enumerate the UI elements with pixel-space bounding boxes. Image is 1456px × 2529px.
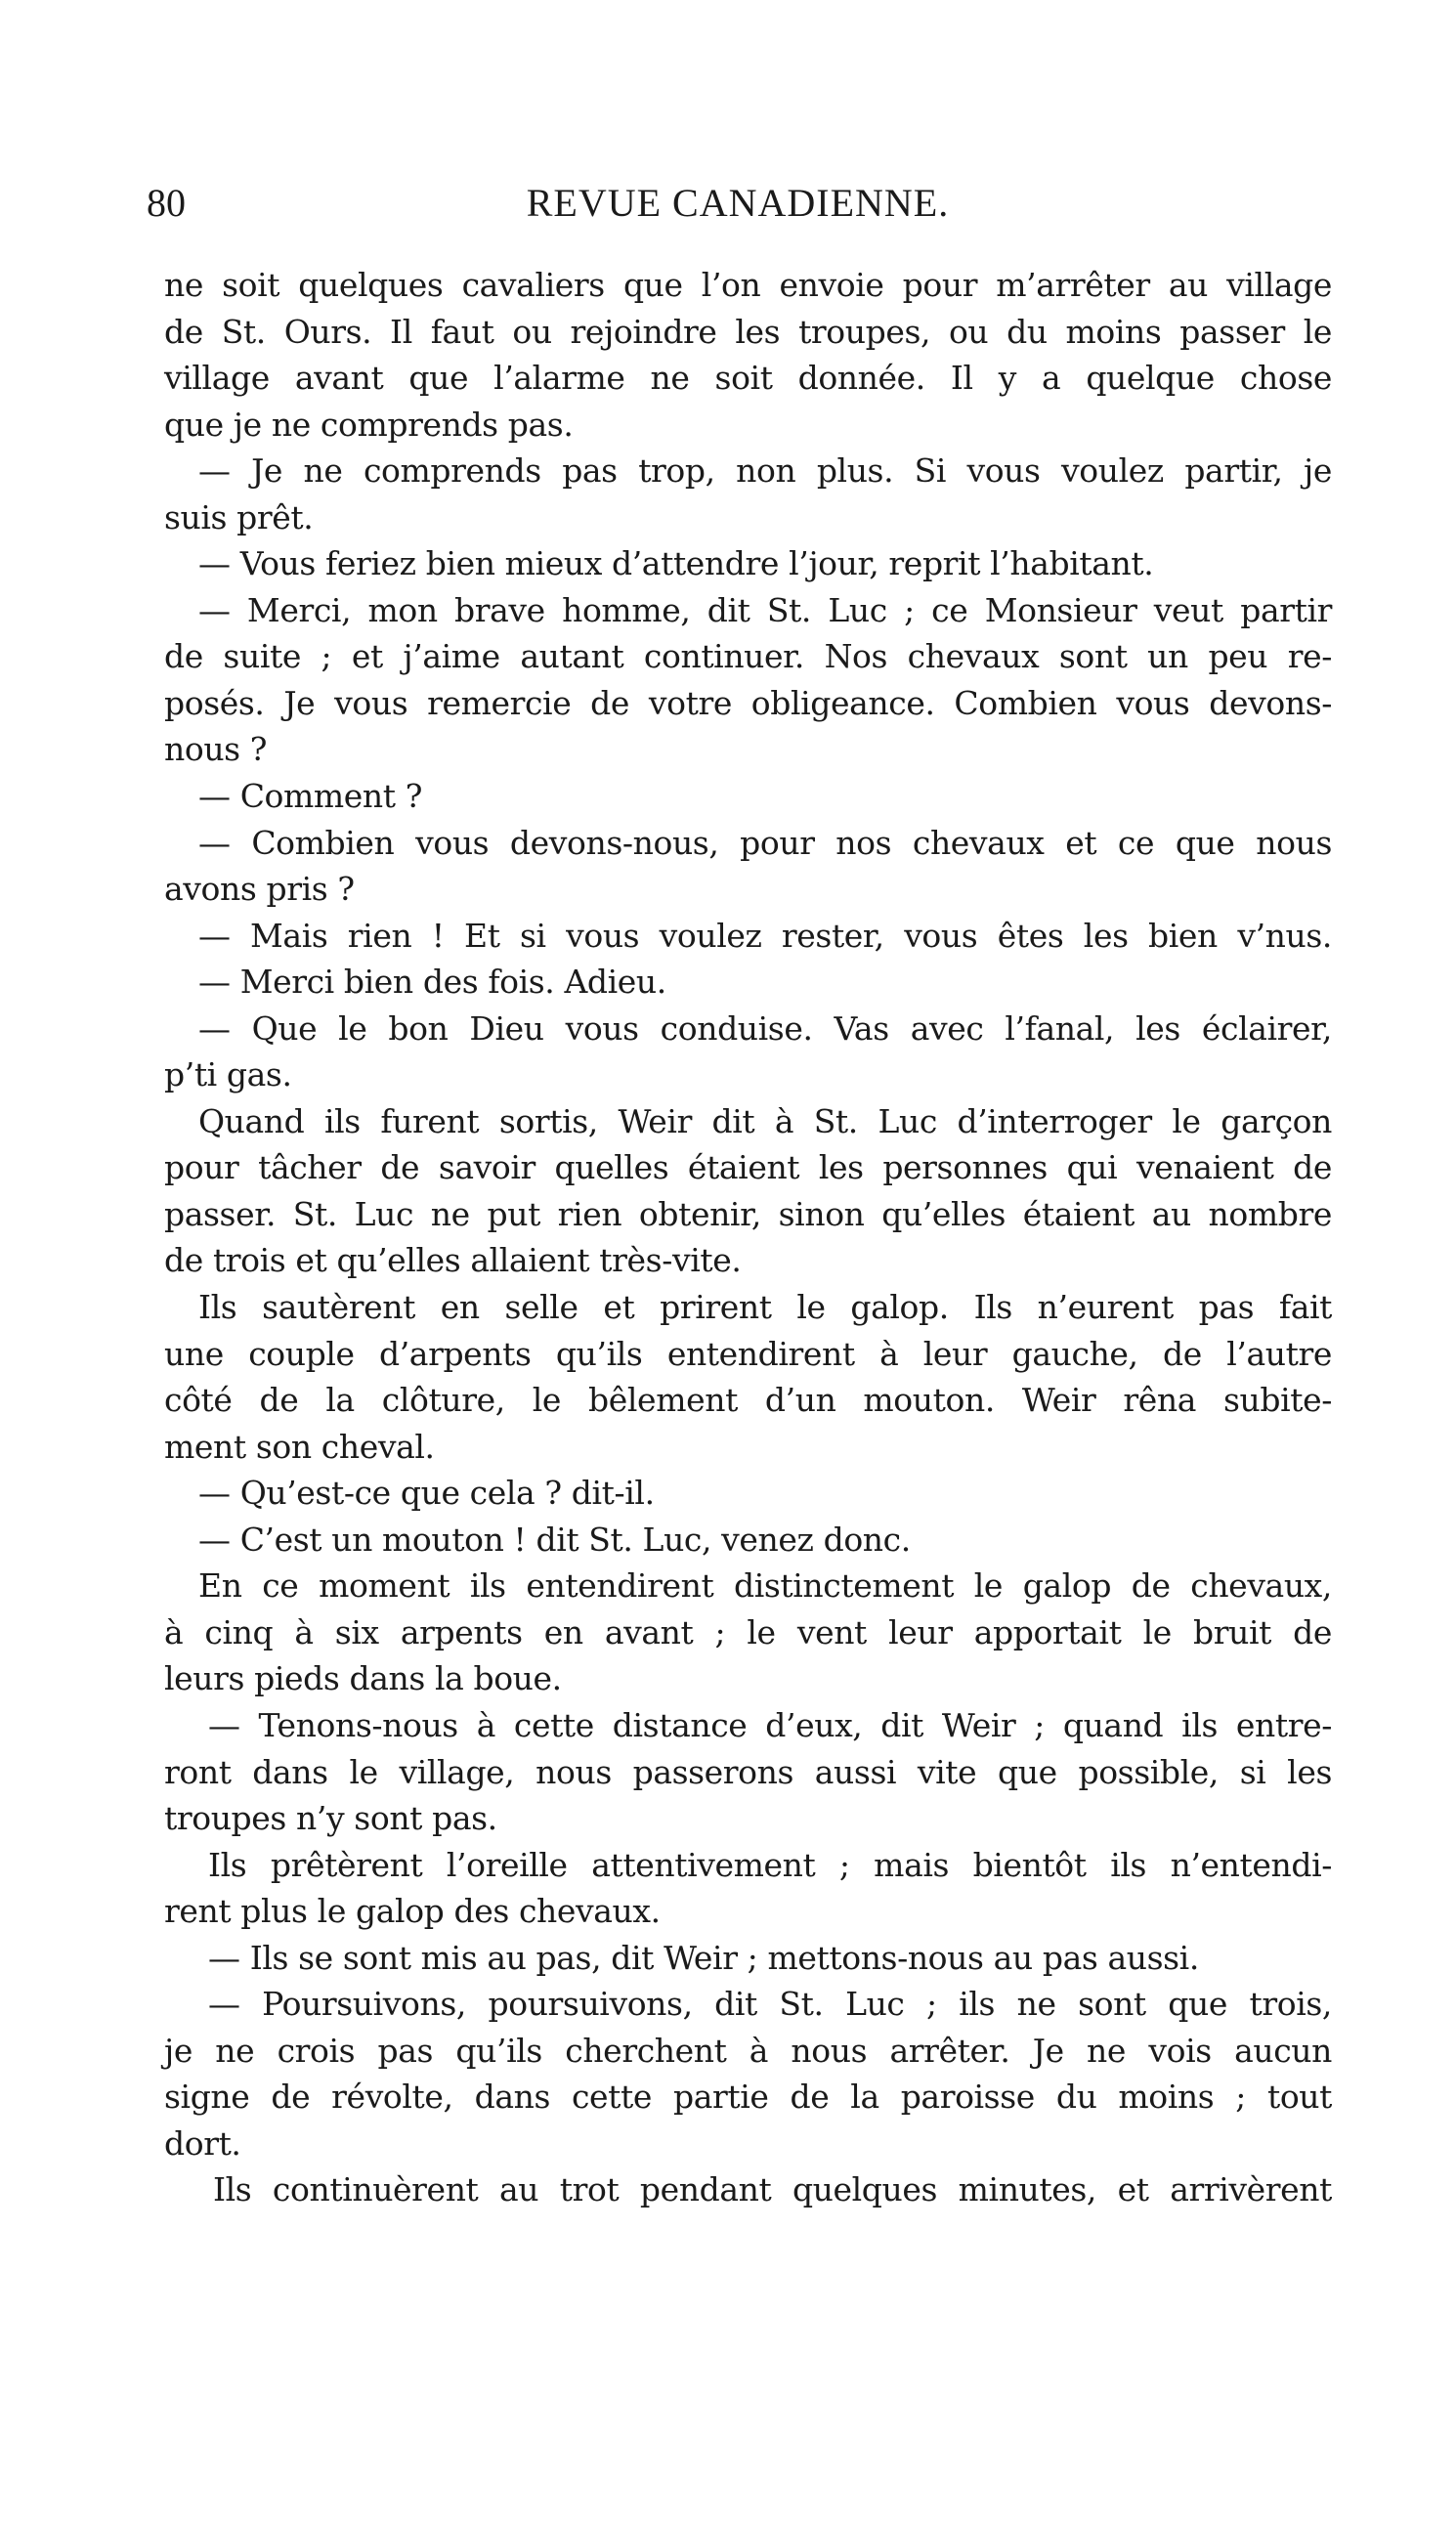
body-text [164, 262, 1332, 2213]
text-line: de suite ; et j’aime autant continuer. Nos chevaux sont un peu re- [164, 637, 1332, 676]
text-line: rent plus le galop des chevaux. [164, 1892, 661, 1931]
dialogue-line: — Tenons-nous à cette distance d’eux, dit Weir ; quand ils entre- [208, 1705, 1332, 1744]
text-line: signe de révolte, dans cette partie de la paroisse du moins ; tout [164, 2078, 1332, 2117]
text-line: dort. [164, 2123, 241, 2163]
text-line: leurs pieds dans la boue. [164, 1659, 562, 1698]
paragraph-start-line: Ils prêtèrent l’oreille attentivement ; mais bientôt ils n’entendi- [208, 1845, 1332, 1884]
paragraph-start-line: Ils continuèrent au trot pendant quelques minutes, et arrivèrent [213, 2170, 1332, 2209]
dialogue-line: — Poursuivons, poursuivons, dit St. Luc ; ils ne sont que trois, [208, 1985, 1332, 2024]
page-header [147, 180, 1329, 238]
text-line: suis prêt. [164, 497, 314, 536]
text-line: de St. Ours. Il faut ou rejoindre les troupes, ou du moins passer le [164, 312, 1332, 351]
text-line: à cinq à six arpents en avant ; le vent leur apportait le bruit de [164, 1612, 1332, 1651]
dialogue-line: — Ils se sont mis au pas, dit Weir ; mettons-nous au pas aussi. [208, 1938, 1199, 1977]
text-line: avons pris ? [164, 870, 355, 909]
dialogue-line: — Je ne comprends pas trop, non plus. Si vous voulez partir, je [198, 451, 1332, 491]
text-line: pour tâcher de savoir quelles étaient les personnes qui venaient de [164, 1148, 1332, 1187]
text-line: ment son cheval. [164, 1427, 435, 1466]
text-line: passer. St. Luc ne put rien obtenir, sinon qu’elles étaient au nombre [164, 1194, 1332, 1233]
text-line: ne soit quelques cavaliers que l’on envoie pour m’arrêter au village [164, 266, 1332, 304]
page-number: 80 [147, 181, 186, 225]
running-title: REVUE CANADIENNE. [526, 181, 950, 225]
text-line: posés. Je vous remercie de votre obligeance. Combien vous devons- [164, 683, 1332, 722]
text-line: ront dans le village, nous passerons aussi vite que possible, si les [164, 1752, 1332, 1791]
text-line: village avant que l’alarme ne soit donnée. Il y a quelque chose [164, 359, 1332, 398]
text-line: nous ? [164, 730, 268, 769]
dialogue-line: — Mais rien ! Et si vous voulez rester, vous êtes les bien v’nus. [198, 916, 1332, 955]
dialogue-line: — Qu’est-ce que cela ? dit-il. [198, 1474, 655, 1513]
dialogue-line: — Que le bon Dieu vous conduise. Vas avec l’fanal, les éclairer, [198, 1008, 1332, 1048]
dialogue-line: — C’est un mouton ! dit St. Luc, venez donc. [198, 1520, 911, 1559]
text-line: de trois et qu’elles allaient très-vite. [164, 1241, 742, 1280]
paragraph-start-line: En ce moment ils entendirent distinctement le galop de chevaux, [198, 1566, 1332, 1606]
text-line: troupes n’y sont pas. [164, 1799, 497, 1838]
dialogue-line: — Comment ? [198, 777, 423, 816]
text-line: p’ti gas. [164, 1055, 292, 1094]
paragraph-start-line: Quand ils furent sortis, Weir dit à St. Luc d’interroger le garçon [198, 1101, 1332, 1140]
dialogue-line: — Merci bien des fois. Adieu. [198, 963, 666, 1002]
text-line: une couple d’arpents qu’ils entendirent à leur gauche, de l’autre [164, 1334, 1332, 1373]
paragraph-start-line: Ils sautèrent en selle et prirent le galop. Ils n’eurent pas fait [198, 1288, 1332, 1327]
text-line: que je ne comprends pas. [164, 405, 574, 444]
text-line: côté de la clôture, le bêlement d’un mouton. Weir rêna subite- [164, 1381, 1332, 1420]
dialogue-line: — Vous feriez bien mieux d’attendre l’jour, reprit l’habitant. [198, 544, 1154, 583]
text-line: je ne crois pas qu’ils cherchent à nous arrêter. Je ne vois aucun [164, 2031, 1332, 2070]
dialogue-line: — Combien vous devons-nous, pour nos chevaux et ce que nous [198, 823, 1332, 862]
dialogue-line: — Merci, mon brave homme, dit St. Luc ; ce Monsieur veut partir [198, 590, 1332, 629]
